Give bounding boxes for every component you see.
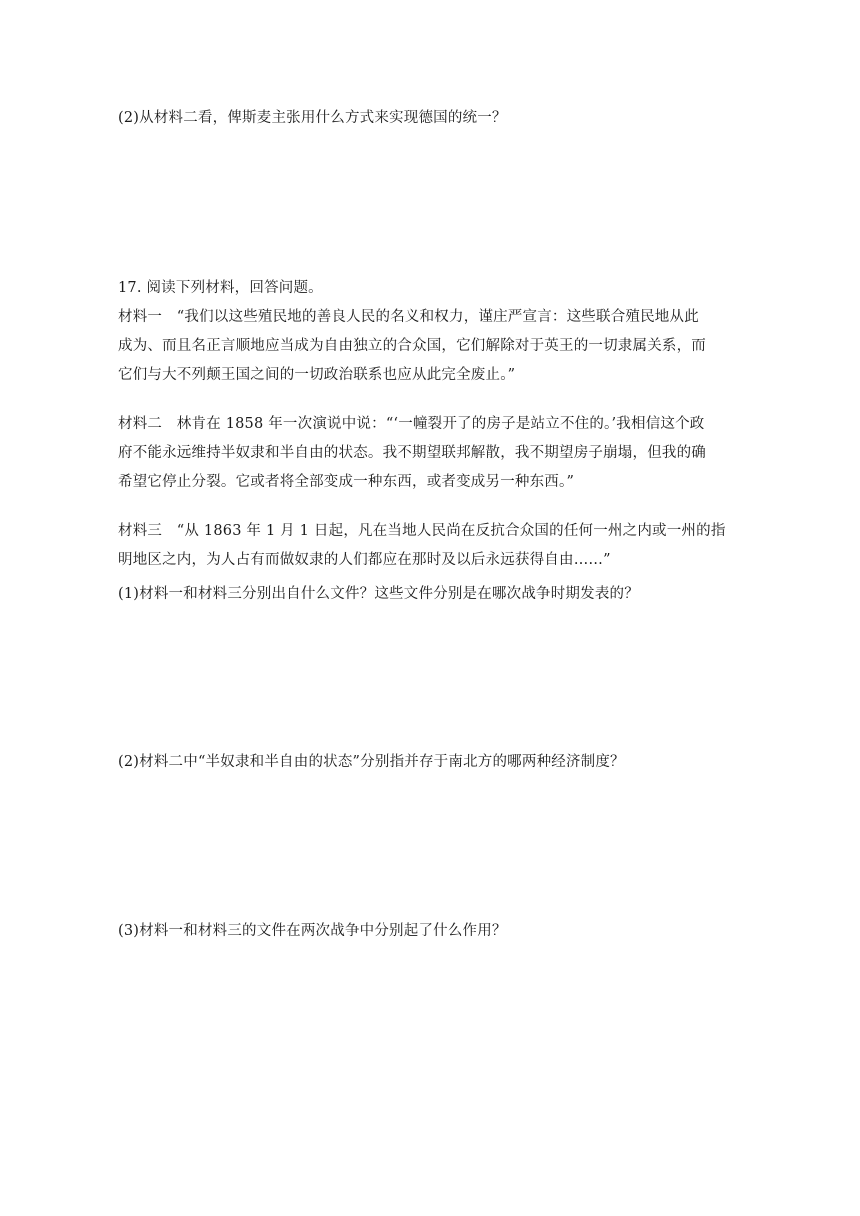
q17-question1: (1)材料一和材料三分别出自什么文件？这些文件分别是在哪次战争时期发表的？	[118, 586, 639, 602]
material1-line3: 它们与大不列颠王国之间的一切政治联系也应从此完全废止。”	[118, 367, 516, 383]
material1-line2: 成为、而且名正言顺地应当成为自由独立的合众国，它们解除对于英王的一切隶属关系，而	[118, 338, 706, 354]
q16-part2-question: (2)从材料二看，俾斯麦主张用什么方式来实现德国的统一？	[118, 110, 507, 126]
q17-heading: 17. 阅读下列材料，回答问题。	[118, 280, 323, 296]
q17-question2: (2)材料二中“半奴隶和半自由的状态”分别指并存于南北方的哪两种经济制度？	[118, 754, 625, 770]
q17-question3: (3)材料一和材料三的文件在两次战争中分别起了什么作用？	[118, 923, 507, 939]
material2-line3: 希望它停止分裂。它或者将全部变成一种东西，或者变成另一种东西。”	[118, 474, 575, 490]
material3-line1: 材料三 “从 1863 年 1 月 1 日起，凡在当地人民尚在反抗合众国的任何一州之内或一州的指	[118, 523, 726, 539]
material2-line2: 府不能永远维持半奴隶和半自由的状态。我不期望联邦解散，我不期望房子崩塌，但我的确	[118, 445, 706, 461]
material3-line2: 明地区之内，为人占有而做奴隶的人们都应在那时及以后永远获得自由……”	[118, 552, 611, 568]
material2-line1: 材料二 林肯在 1858 年一次演说中说：“‘一幢裂开了的房子是站立不住的。’我相信这个政	[118, 416, 705, 432]
material1-line1: 材料一 “我们以这些殖民地的善良人民的名义和权力，谨庄严宣言：这些联合殖民地从此	[118, 309, 699, 325]
